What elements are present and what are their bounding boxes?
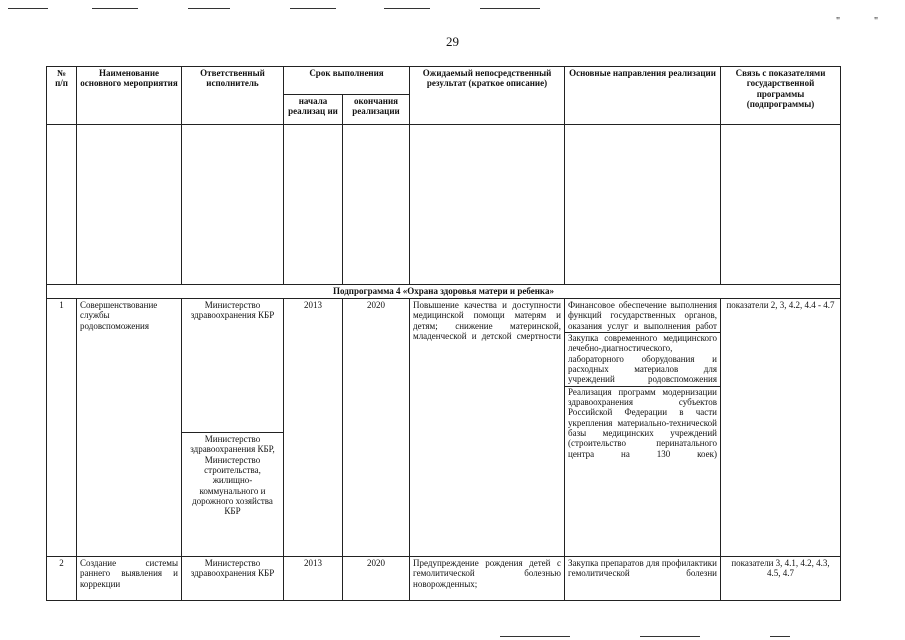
- row-start: 2013: [284, 299, 343, 557]
- row-executor: Министерство здравоохранения КБР, Министерство строительства, жилищно-коммунального и дорожного хозяйства КБР: [182, 433, 284, 557]
- empty-row: [47, 125, 841, 285]
- top-rule: [188, 8, 230, 9]
- col-link-header: Связь с показателями государственной программы (подпрограммы): [721, 67, 841, 125]
- bottom-rule: [640, 636, 700, 637]
- col-start-header: начала реализац ии: [284, 95, 343, 125]
- table-row: [47, 299, 841, 433]
- direction-item: Закупка современного медицинского лечебно-диагностического, лабораторного оборудования и расходных материалов для учреждений родовспоможения: [565, 332, 720, 385]
- header-row: [47, 67, 841, 95]
- subprogram-title: Подпрограмма 4 «Охрана здоровья матери и ребенка»: [47, 285, 841, 299]
- row-num: 2: [47, 557, 77, 601]
- top-rule: [384, 8, 430, 9]
- row-executor: Министерство здравоохранения КБР: [182, 299, 284, 433]
- corner-mark: ": [874, 16, 879, 27]
- col-executor-header: Ответственный исполнитель: [182, 67, 284, 125]
- row-num: 1: [47, 299, 77, 557]
- row-name: Создание системы раннего выявления и коррекции: [77, 557, 182, 601]
- top-rule: [92, 8, 138, 9]
- row-result: Предупреждение рождения детей с гемолитической болезнью новорожденных;: [410, 557, 565, 601]
- row-executor: Министерство здравоохранения КБР: [182, 557, 284, 601]
- measures-table: [46, 66, 841, 601]
- col-result-header: Ожидаемый непосредственный результат (краткое описание): [410, 67, 565, 125]
- row-directions: Закупка препаратов для профилактики гемолитической болезни: [565, 557, 721, 601]
- col-period-header: Срок выполнения: [284, 67, 410, 95]
- corner-mark: ": [836, 16, 841, 27]
- col-num-header: № п/п: [47, 67, 77, 125]
- bottom-rule: [770, 636, 790, 637]
- col-name-header: Наименование основного мероприятия: [77, 67, 182, 125]
- direction-item: Финансовое обеспечение выполнения функций государственных органов, оказания услуг и выполнения работ: [568, 300, 717, 331]
- row-directions: [565, 299, 721, 557]
- row-result: Повышение качества и доступности медицинской помощи матерям и детям; снижение материнской, младенческой и детской смертности: [410, 299, 565, 557]
- row-link: показатели 3, 4.1, 4.2, 4.3, 4.5, 4.7: [721, 557, 841, 601]
- row-link: показатели 2, 3, 4.2, 4.4 - 4.7: [721, 299, 841, 557]
- col-end-header: окончания реализации: [343, 95, 410, 125]
- table-row: [47, 557, 841, 601]
- top-rule: [290, 8, 336, 9]
- bottom-rule: [500, 636, 570, 637]
- row-name: Совершенствование службы родовспоможения: [77, 299, 182, 557]
- row-end: 2020: [343, 299, 410, 557]
- row-end: 2020: [343, 557, 410, 601]
- row-start: 2013: [284, 557, 343, 601]
- col-directions-header: Основные направления реализации: [565, 67, 721, 125]
- direction-item: Реализация программ модернизации здравоохранения субъектов Российской Федерации в части укрепления материально-технической базы медицинских учреждений (строительство перинатального центра на 130 коек): [565, 386, 720, 459]
- top-rule: [8, 8, 48, 9]
- top-rule: [480, 8, 540, 9]
- subprogram-row: [47, 285, 841, 299]
- page-number: 29: [446, 34, 459, 49]
